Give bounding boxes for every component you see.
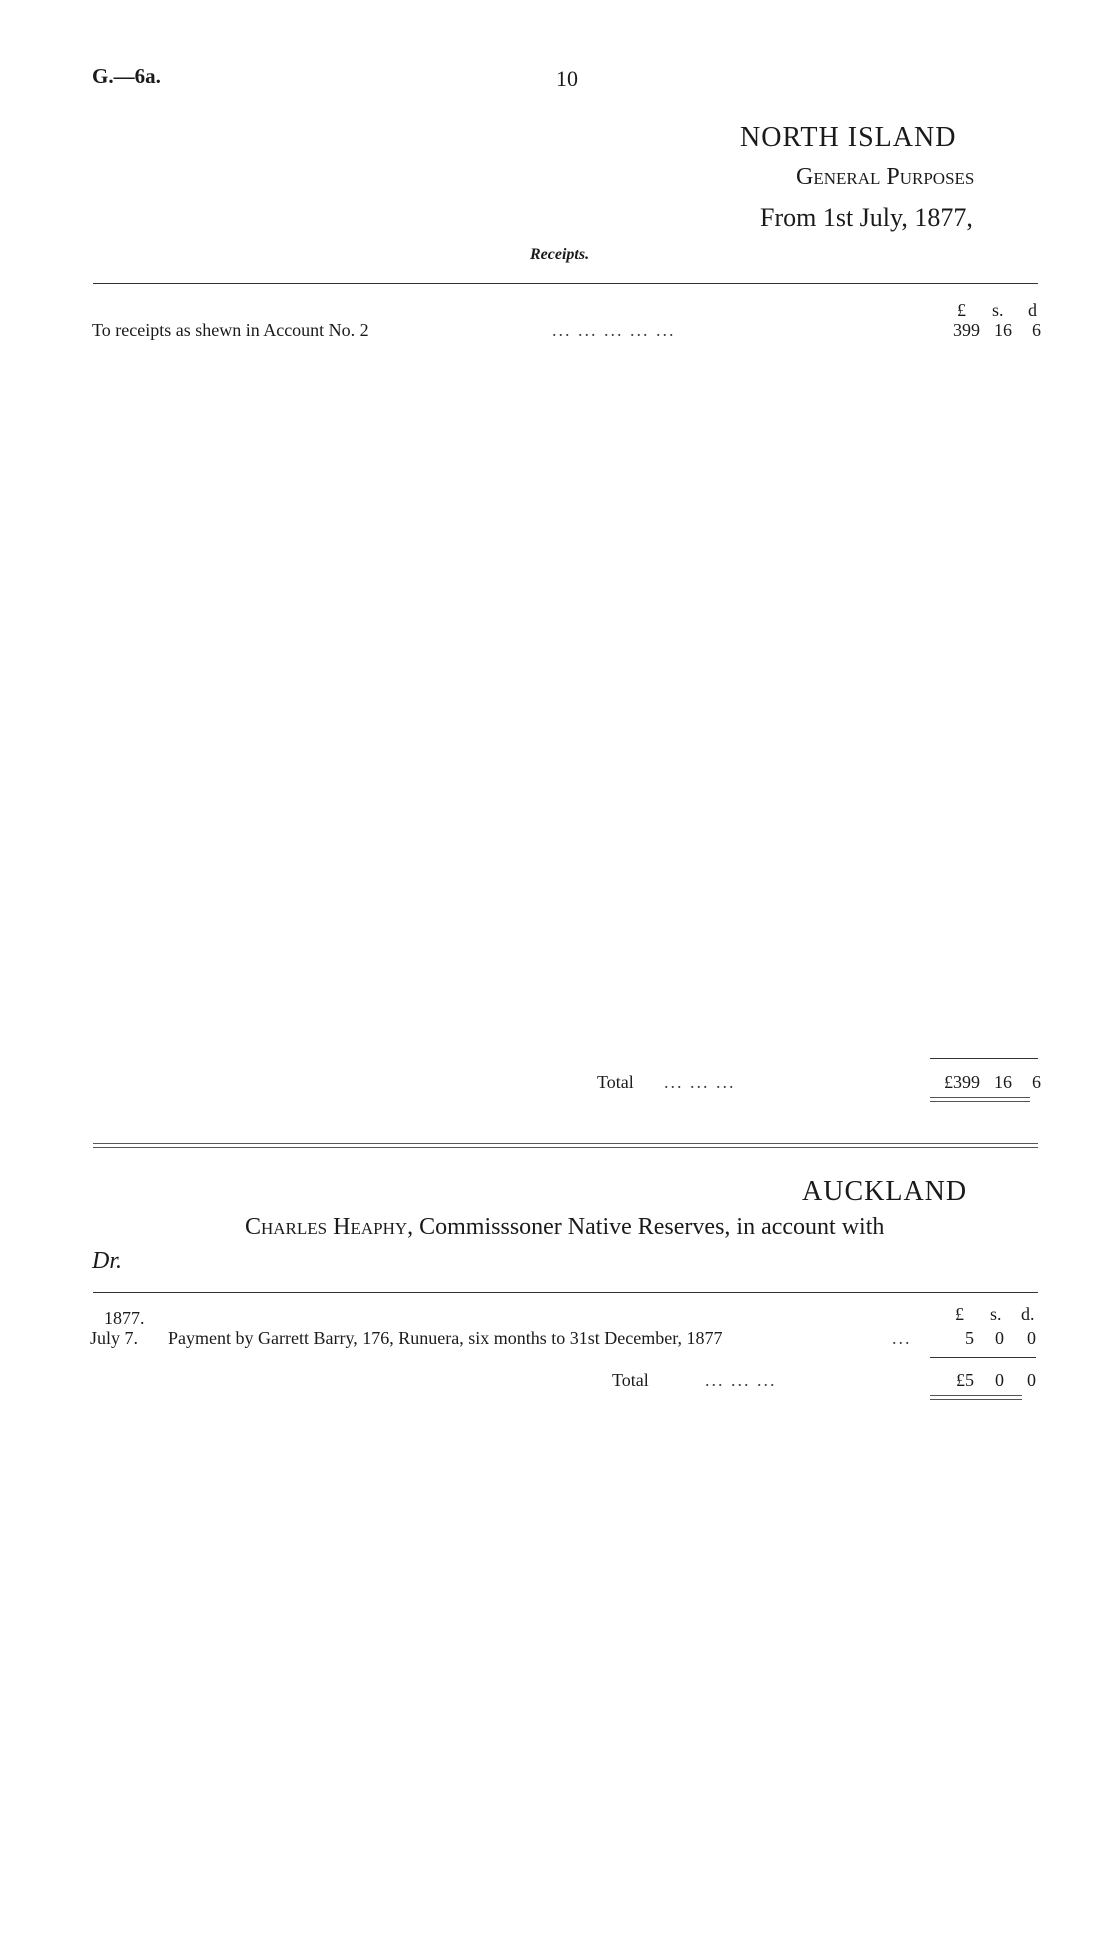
payment-row-description: Payment by Garrett Barry, 176, Runuera, six months to 31st December, 1877 bbox=[168, 1328, 723, 1348]
total-top-rule bbox=[930, 1058, 1038, 1059]
receipts-row-pence: 6 bbox=[1032, 320, 1041, 340]
receipts-total-pounds: £399 bbox=[944, 1072, 980, 1092]
auckland-col-pounds: £ bbox=[955, 1304, 964, 1324]
receipts-row-label: To receipts as shewn in Account No. 2 bbox=[92, 320, 369, 340]
payment-row-shillings: 0 bbox=[995, 1328, 1004, 1348]
payment-total-label: Total bbox=[612, 1370, 649, 1390]
account-line-text: , Commisssoner Native Reserves, in account with bbox=[407, 1214, 885, 1240]
commissioner-name: Charles Heaphy bbox=[245, 1214, 408, 1240]
section-separator bbox=[93, 1143, 1038, 1148]
payment-total-leader: ... ... ... bbox=[705, 1370, 777, 1390]
payment-row-pounds: 5 bbox=[965, 1328, 974, 1348]
total-double-underline bbox=[930, 1097, 1030, 1102]
auckland-col-shillings: s. bbox=[990, 1304, 1002, 1324]
payment-total-pounds: £5 bbox=[956, 1370, 974, 1390]
receipts-top-rule bbox=[93, 283, 1038, 284]
payment-total-pence: 0 bbox=[1027, 1370, 1036, 1390]
north-island-heading: NORTH ISLAND bbox=[740, 122, 957, 153]
receipts-total-label: Total bbox=[597, 1072, 634, 1092]
auckland-total-double-underline bbox=[930, 1395, 1022, 1400]
receipts-total-shillings: 16 bbox=[994, 1072, 1012, 1092]
receipts-row-pounds: 399 bbox=[953, 320, 980, 340]
date-line: From 1st July, 1877, bbox=[760, 203, 973, 232]
receipts-total-pence: 6 bbox=[1032, 1072, 1041, 1092]
general-purposes-subheading: General Purposes bbox=[796, 164, 975, 190]
payment-row-date: July 7. bbox=[90, 1328, 139, 1348]
receipts-label: Receipts. bbox=[530, 246, 590, 263]
col-head-shillings: s. bbox=[992, 300, 1004, 320]
receipts-row-leader: ... ... ... ... ... bbox=[552, 320, 676, 340]
dr-label: Dr. bbox=[92, 1248, 123, 1274]
receipts-total-leader: ... ... ... bbox=[664, 1072, 736, 1092]
auckland-total-top-rule bbox=[930, 1357, 1036, 1358]
auckland-top-rule bbox=[93, 1292, 1038, 1293]
document-reference: G.—6a. bbox=[92, 64, 161, 88]
auckland-col-pence: d. bbox=[1021, 1304, 1035, 1324]
auckland-heading: AUCKLAND bbox=[802, 1176, 968, 1207]
col-head-pounds: £ bbox=[957, 300, 966, 320]
payment-row-leader: ... bbox=[892, 1328, 912, 1348]
payment-row-pence: 0 bbox=[1027, 1328, 1036, 1348]
col-head-pence: d bbox=[1028, 300, 1037, 320]
page-number: 10 bbox=[556, 66, 578, 91]
payment-total-shillings: 0 bbox=[995, 1370, 1004, 1390]
auckland-year: 1877. bbox=[104, 1308, 145, 1328]
receipts-row-shillings: 16 bbox=[994, 320, 1012, 340]
account-line bbox=[245, 1214, 884, 1241]
